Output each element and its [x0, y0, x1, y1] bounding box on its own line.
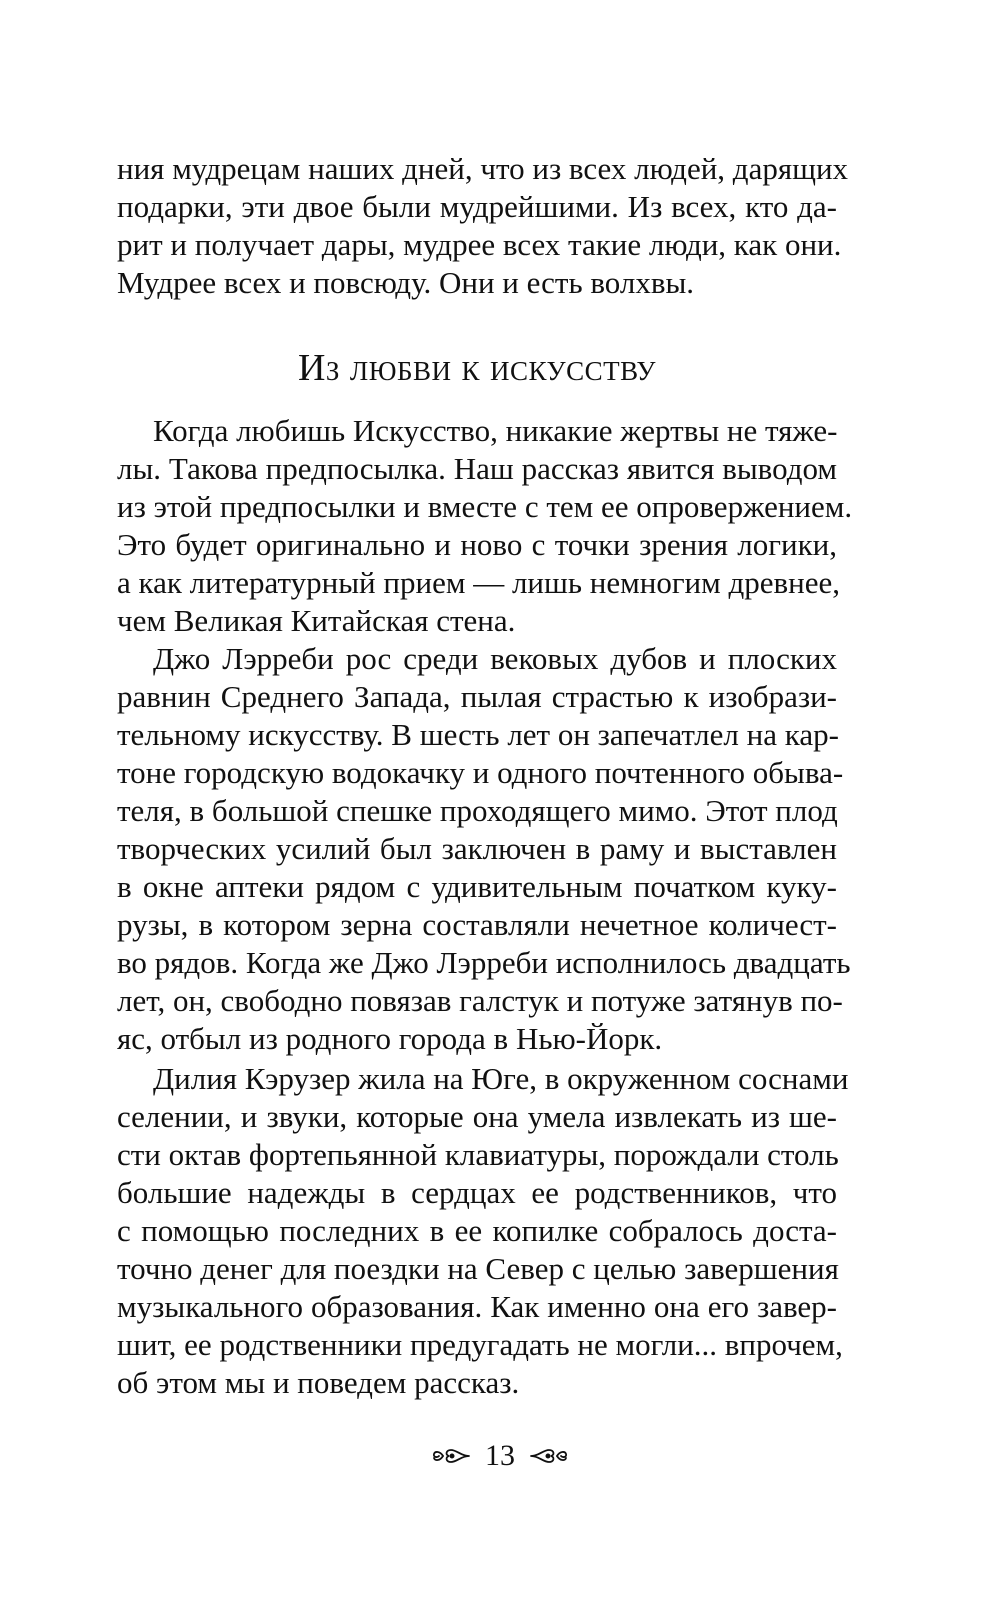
text-line: чем Великая Китайская стена. [117, 603, 516, 638]
text-line: точно денег для поездки на Север с целью завершения [117, 1251, 839, 1286]
floral-ornament-icon [529, 1444, 569, 1468]
text-line: Мудрее всех и повсюду. Они и есть волхвы. [117, 265, 695, 300]
text-line: лет, он, свободно повязав галстук и потуже затянув по- [117, 983, 843, 1018]
floral-ornament-icon [431, 1444, 471, 1468]
text-line: а как литературный прием — лишь немногим древнее, [117, 565, 841, 600]
page-footer [0, 1436, 1000, 1476]
text-line: об этом мы и поведем рассказ. [117, 1365, 520, 1400]
text-line: рит и получает дары, мудрее всех такие люди, как они. [117, 227, 842, 262]
text-line: шит, ее родственники предугадать не могли... впрочем, [117, 1327, 843, 1362]
text-line: теля, в большой спешке проходящего мимо. Этот плод [117, 793, 838, 828]
page-number: 13 [485, 1439, 515, 1472]
text-line: сти октав фортепьянной клавиатуры, порождали столь [117, 1137, 839, 1172]
paragraph-3 [117, 1060, 849, 1402]
text-line: Джо Лэрреби рос среди вековых дубов и плоских [153, 641, 837, 676]
intro-paragraph [117, 150, 849, 302]
text-line: в окне аптеки рядом с удивительным початком куку- [117, 869, 837, 904]
text-line: лы. Такова предпосылка. Наш рассказ явится выводом [117, 451, 837, 486]
text-line: тоне городскую водокачку и одного почтенного обыва- [117, 755, 844, 790]
text-line: творческих усилий был заключен в раму и выставлен [117, 831, 837, 866]
paragraph-2 [117, 640, 851, 1058]
text-line: селении, и звуки, которые она умела извлекать из ше- [117, 1099, 837, 1134]
text-line: равнин Среднего Запада, пылая страстью к изобрази- [117, 679, 837, 714]
text-line: большие надежды в сердцах ее родственников, что [117, 1175, 837, 1210]
text-line: рузы, в котором зерна составляли нечетное количест- [117, 907, 837, 942]
text-line: яс, отбыл из родного города в Нью-Йорк. [117, 1021, 663, 1056]
text-line: Дилия Кэрузер жила на Юге, в окруженном соснами [153, 1061, 849, 1096]
text-line: тельному искусству. В шесть лет он запечатлел на кар- [117, 717, 839, 752]
text-line: подарки, эти двое были мудрейшими. Из всех, кто да- [117, 189, 837, 224]
text-line: во рядов. Когда же Джо Лэрреби исполнилось двадцать [117, 945, 851, 980]
text-line: с помощью последних в ее копилке собралось доста- [117, 1213, 837, 1248]
section-title: Из любви к искусству [297, 347, 657, 389]
text-line: музыкального образования. Как именно она его завер- [117, 1289, 837, 1324]
text-line: ния мудрецам наших дней, что из всех людей, дарящих [117, 151, 849, 186]
text-line: Когда любишь Искусство, никакие жертвы не тяже- [153, 413, 838, 448]
text-line: Это будет оригинально и ново с точки зрения логики, [117, 527, 837, 562]
paragraph-1 [117, 412, 853, 640]
text-line: из этой предпосылки и вместе с тем ее опровержением. [117, 489, 853, 524]
